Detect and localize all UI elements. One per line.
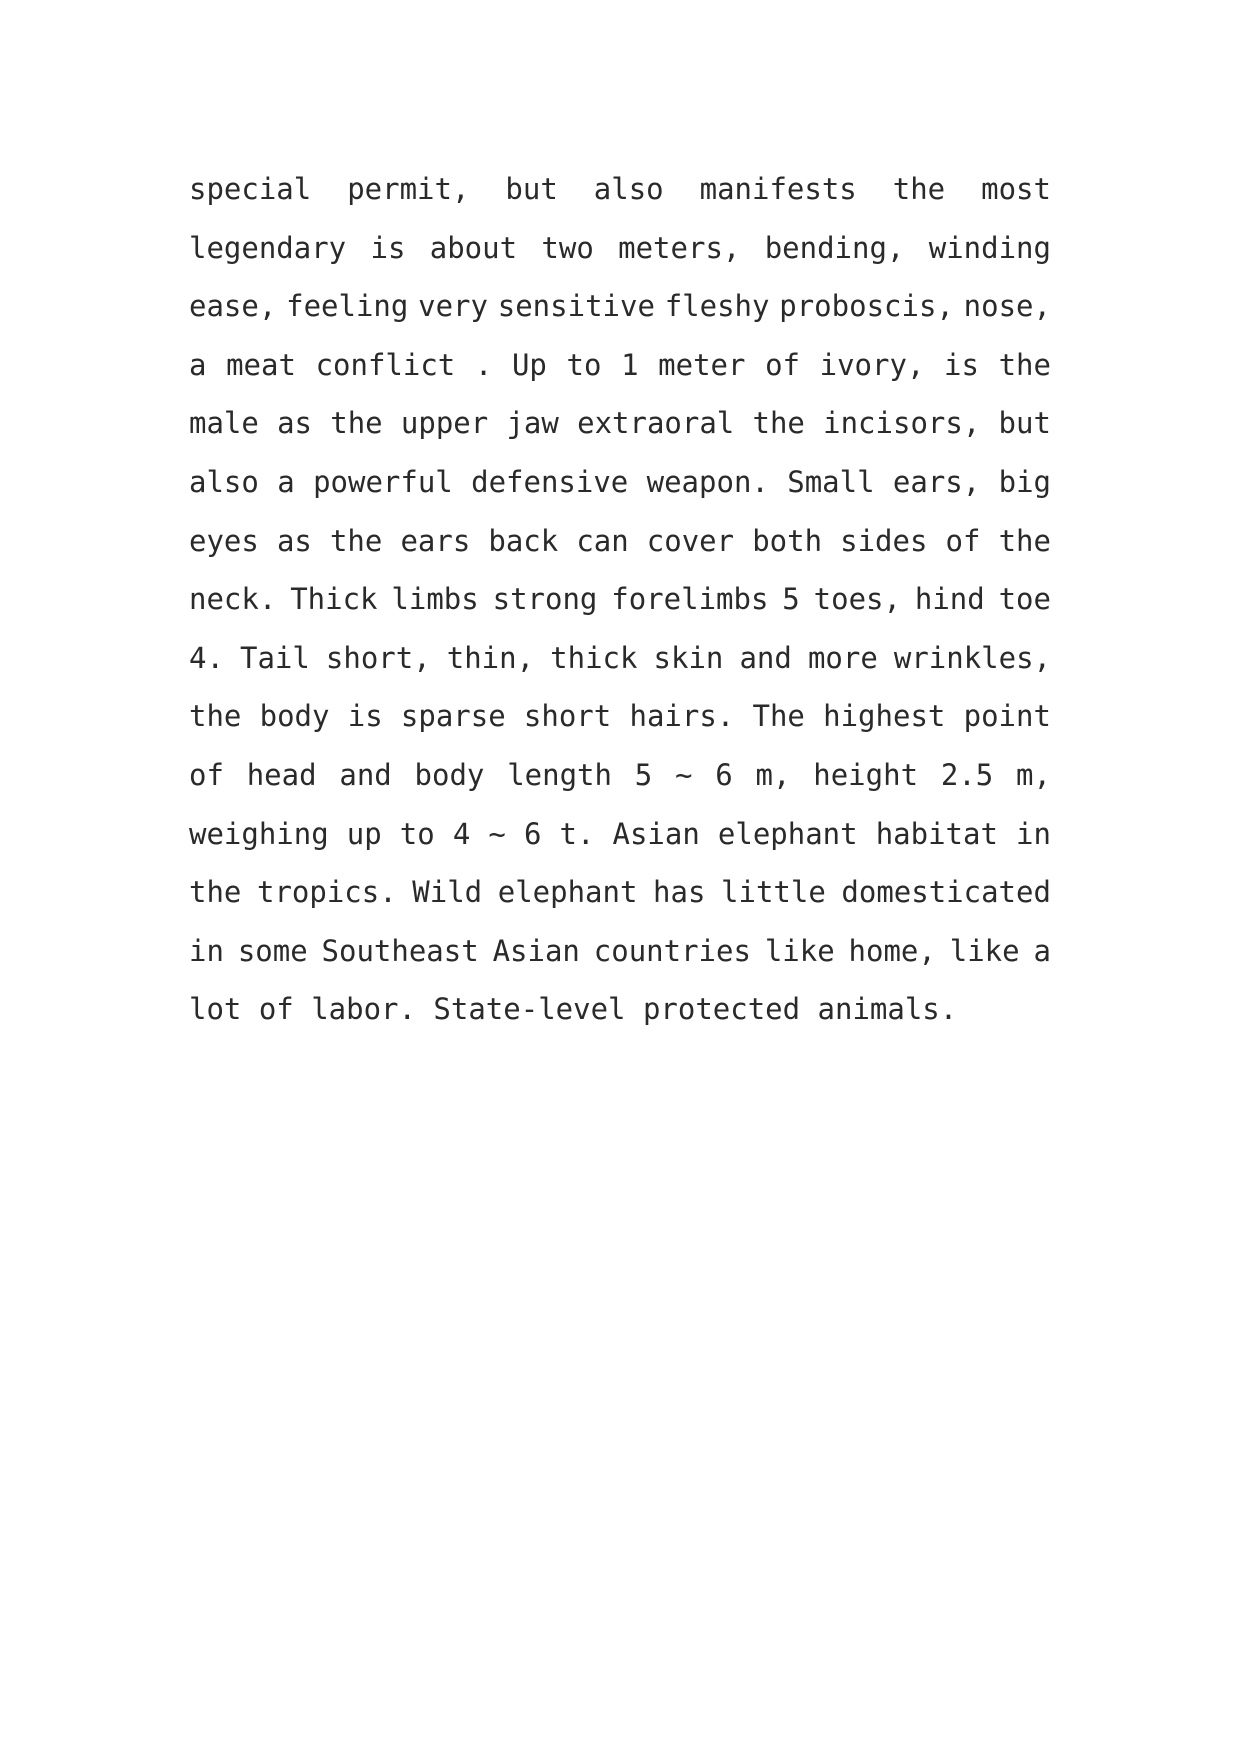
- word: to: [566, 347, 602, 382]
- word: powerful: [313, 464, 453, 499]
- text-line: [189, 863, 1051, 922]
- word: limbs: [391, 582, 479, 617]
- word: can: [576, 523, 629, 558]
- text-line: [189, 219, 1051, 278]
- word: as: [277, 406, 313, 441]
- text-line: [189, 922, 1051, 981]
- word: in: [1016, 816, 1051, 851]
- word: is: [370, 230, 406, 265]
- word: to: [399, 816, 435, 851]
- word: a: [277, 464, 295, 499]
- word: forelimbs: [611, 582, 769, 617]
- word: the: [189, 699, 242, 734]
- word: ivory,: [819, 347, 925, 382]
- word: elephant: [497, 875, 638, 910]
- word: .: [474, 347, 493, 382]
- word: and: [339, 757, 392, 792]
- body-paragraph: [189, 160, 1051, 1039]
- word: sides: [840, 523, 928, 558]
- word: Tail: [240, 640, 310, 675]
- word: body: [414, 757, 485, 792]
- word: Southeast: [321, 933, 479, 968]
- word: upper: [400, 406, 489, 441]
- word: length: [507, 757, 612, 792]
- word: wrinkles,: [893, 640, 1051, 675]
- word: t.: [559, 816, 595, 851]
- word: of: [765, 347, 801, 382]
- word: male: [189, 406, 259, 441]
- text-line: [189, 805, 1051, 864]
- word: also: [593, 172, 664, 206]
- word: 5: [782, 582, 800, 617]
- word: nose,: [963, 289, 1051, 324]
- word: the: [998, 523, 1051, 558]
- word: the: [329, 523, 383, 558]
- word: Small: [787, 464, 875, 499]
- word: m,: [1016, 757, 1051, 792]
- word: neck.: [189, 582, 277, 617]
- word: special: [189, 172, 312, 206]
- word: the: [892, 172, 946, 206]
- word: Asian: [612, 816, 700, 851]
- word: skin: [653, 640, 724, 675]
- text-line: lot of labor. State-level protected animals.: [189, 992, 958, 1027]
- word: the: [752, 406, 805, 441]
- word: 2.5: [940, 757, 994, 792]
- word: very: [418, 289, 488, 324]
- word: Wild: [412, 875, 483, 910]
- word: toe: [998, 582, 1051, 617]
- word: body: [259, 699, 330, 734]
- text-line: [189, 336, 1051, 395]
- word: elephant: [717, 816, 858, 851]
- text-line: [189, 687, 1051, 746]
- word: incisors,: [823, 406, 981, 441]
- word: but: [505, 172, 558, 206]
- word: 6: [715, 757, 733, 792]
- text-line: [189, 453, 1051, 512]
- word: but: [998, 406, 1051, 441]
- word: home,: [848, 933, 936, 968]
- word: and: [739, 640, 792, 675]
- word: permit,: [347, 172, 470, 206]
- word: habitat: [875, 816, 998, 851]
- word: also: [189, 464, 259, 499]
- word: short: [523, 699, 612, 734]
- word: 4.: [189, 640, 224, 675]
- word: more: [807, 640, 878, 675]
- word: countries: [593, 933, 751, 968]
- word: a: [189, 347, 207, 382]
- word: little: [721, 875, 826, 910]
- text-line: [189, 570, 1051, 629]
- text-line: [189, 277, 1051, 336]
- word: highest: [823, 699, 946, 734]
- word: 4: [452, 816, 471, 851]
- word: most: [981, 172, 1051, 206]
- word: thick: [550, 640, 638, 675]
- word: up: [346, 816, 382, 851]
- word: toes,: [813, 582, 901, 617]
- word: 6: [523, 816, 542, 851]
- text-line: [189, 394, 1051, 453]
- word: meter: [658, 347, 746, 382]
- word: tropics.: [257, 875, 397, 910]
- text-line: [189, 512, 1051, 571]
- word: ease,: [189, 289, 277, 324]
- word: sensitive: [497, 289, 655, 324]
- word: hind: [914, 582, 985, 617]
- word: legendary: [189, 230, 347, 265]
- word: eyes: [189, 523, 259, 558]
- word: extraoral: [577, 406, 735, 441]
- word: winding: [928, 230, 1051, 265]
- word: the: [330, 406, 383, 441]
- word: some: [237, 933, 308, 968]
- word: like: [949, 933, 1020, 968]
- word: height: [813, 757, 919, 792]
- word: short,: [325, 640, 431, 675]
- word: of: [189, 757, 224, 792]
- word: Up: [511, 347, 547, 382]
- word: manifests: [699, 172, 857, 206]
- word: the: [189, 875, 242, 910]
- word: ears: [400, 523, 471, 558]
- word: is: [944, 347, 979, 382]
- text-line: [189, 160, 1051, 219]
- word: ~: [488, 816, 506, 851]
- word: as: [276, 523, 312, 558]
- word: meters,: [618, 230, 741, 265]
- word: domesticated: [841, 875, 1051, 910]
- word: bending,: [764, 230, 905, 265]
- word: weapon.: [646, 464, 769, 499]
- text-line: [189, 746, 1051, 805]
- word: proboscis,: [779, 289, 954, 324]
- word: feeling: [286, 289, 409, 324]
- word: of: [945, 523, 981, 558]
- word: has: [653, 875, 706, 910]
- word: the: [998, 347, 1051, 382]
- word: head: [246, 757, 317, 792]
- word: cover: [646, 523, 735, 558]
- word: m,: [755, 757, 791, 792]
- word: jaw: [506, 406, 559, 441]
- word: in: [189, 933, 224, 968]
- word: like: [764, 933, 835, 968]
- word: 1: [621, 347, 639, 382]
- word: strong: [492, 582, 598, 617]
- word: Asian: [492, 933, 580, 968]
- word: weighing: [189, 816, 329, 851]
- word: both: [752, 523, 823, 558]
- word: ~: [675, 757, 693, 792]
- word: The: [752, 699, 805, 734]
- word: big: [998, 464, 1051, 499]
- word: Thick: [290, 582, 378, 617]
- word: meat: [226, 347, 296, 382]
- word: about: [429, 230, 518, 265]
- word: thin,: [446, 640, 535, 675]
- word: 5: [634, 757, 653, 792]
- word: hairs.: [629, 699, 735, 734]
- word: a: [1033, 933, 1051, 968]
- word: is: [347, 699, 383, 734]
- text-line: [189, 629, 1051, 688]
- word: back: [488, 523, 559, 558]
- word: conflict: [315, 347, 456, 382]
- word: fleshy: [664, 289, 770, 324]
- word: sparse: [400, 699, 506, 734]
- word: two: [541, 230, 594, 265]
- word: point: [963, 699, 1051, 734]
- word: defensive: [471, 464, 629, 499]
- word: ears,: [892, 464, 981, 499]
